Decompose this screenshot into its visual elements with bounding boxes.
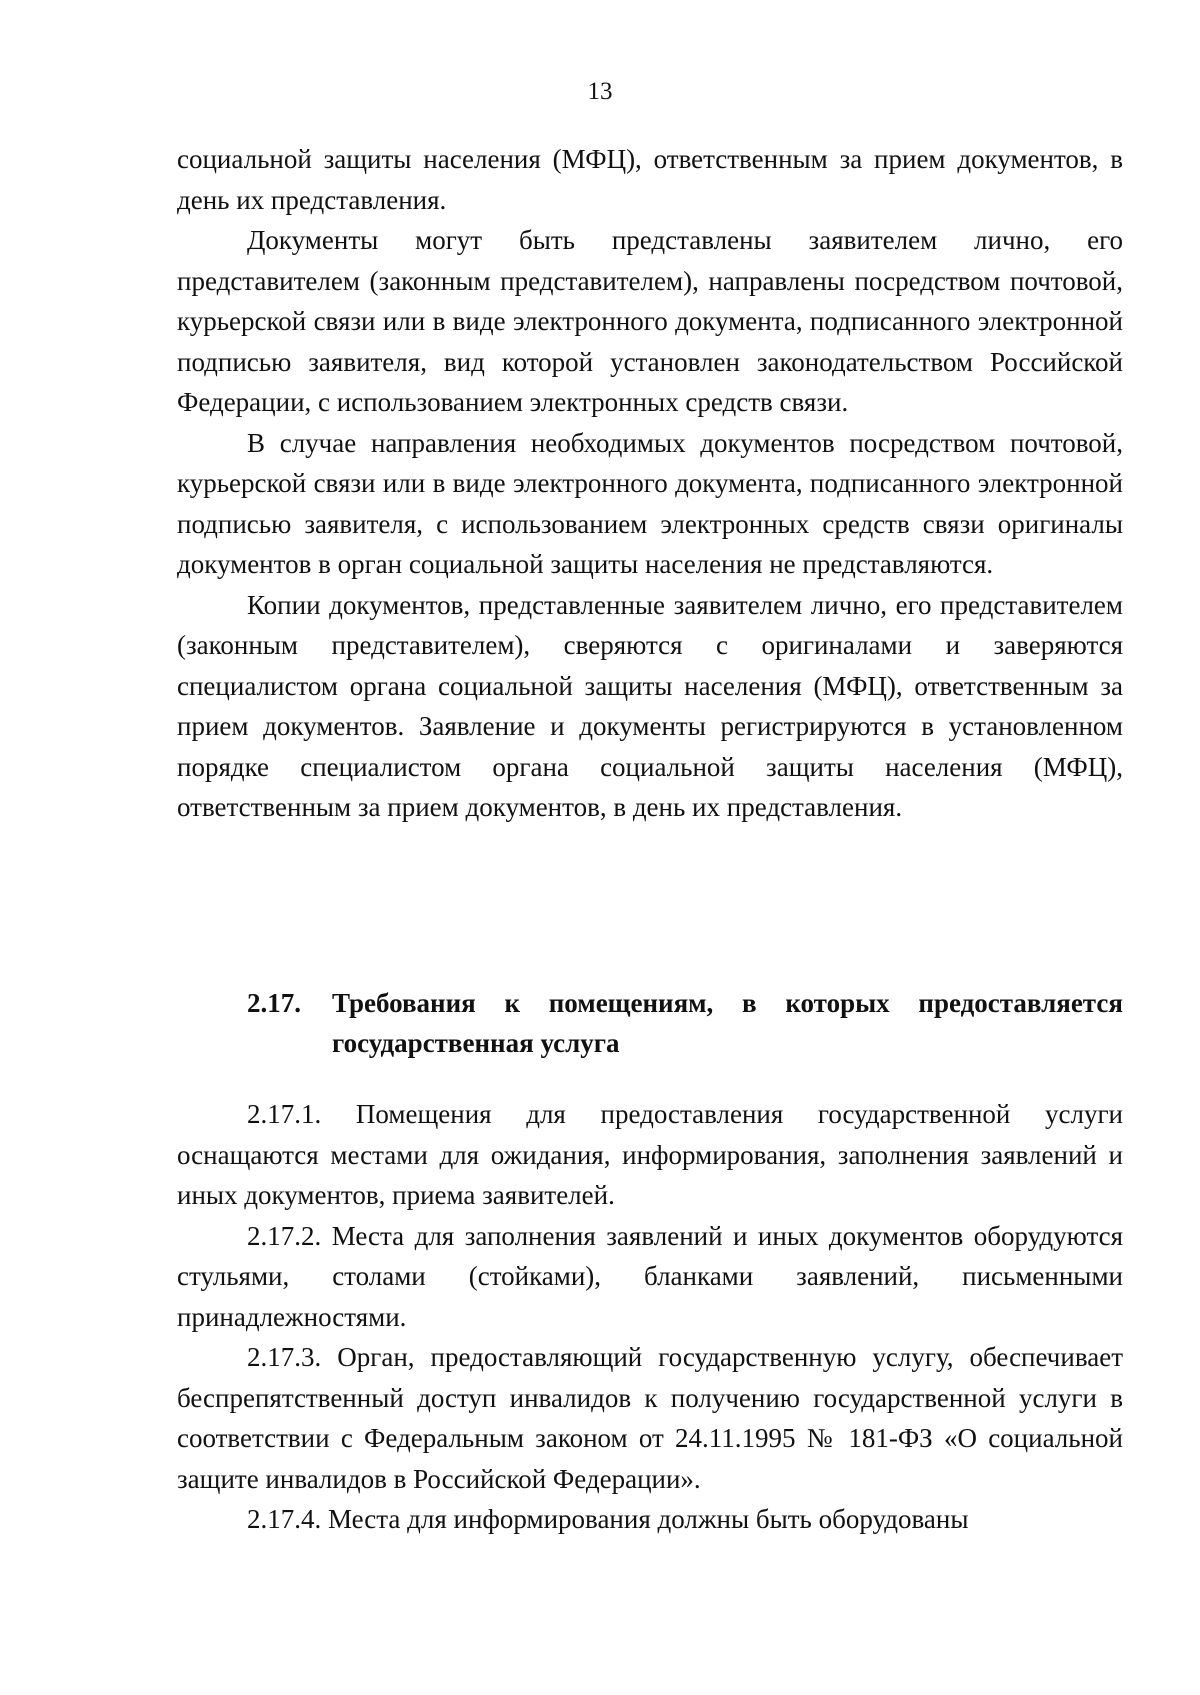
paragraph-2-17-1: 2.17.1. Помещения для предоставления государственной услуги оснащаются местами для ожидания, информирования, заполнения заявлений и иных документов, приема заявителей. — [177, 1099, 1123, 1210]
section-heading-number: 2.17. — [247, 988, 301, 1018]
body-text-before-heading — [177, 139, 1123, 828]
paragraph-copies-verification: Копии документов, представленные заявителем лично, его представителем (законным представителем), сверяются с оригиналами и заверяются специалистом органа социальной защиты населения (МФЦ), ответственным за прием документов. Заявление и документы регистрируются в установленном порядке специалистом органа социальной защиты населения (МФЦ), ответственным за прием документов, в день их представления. — [177, 589, 1123, 822]
body-text-after-heading — [177, 1094, 1123, 1540]
paragraph-submission-methods: Документы могут быть представлены заявителем лично, его представителем (законным представителем), направлены посредством почтовой, курьерской связи или в виде электронного документа, подписанного электронной подписью заявителя, вид которой установлен законодательством Российской Федерации, с использованием электронных средств связи. — [177, 225, 1123, 417]
page-number: 13 — [587, 78, 613, 105]
paragraph-2-17-2: 2.17.2. Места для заполнения заявлений и иных документов оборудуются стульями, столами (стойками), бланками заявлений, письменными принадлежностями. — [177, 1220, 1123, 1332]
paragraph-originals-not-required: В случае направления необходимых документов посредством почтовой, курьерской связи или в виде электронного документа, подписанного электронной подписью заявителя, с использованием электронных средств связи оригиналы документов в орган социальной защиты населения не представляются. — [177, 427, 1123, 579]
section-heading — [247, 983, 1123, 1063]
paragraph-2-17-3: 2.17.3. Орган, предоставляющий государственную услугу, обеспечивает беспрепятственный доступ инвалидов к получению государственной услуги в соответствии с Федеральным законом от 24.11.1995 № 181-ФЗ «О социальной защите инвалидов в Российской Федерации». — [177, 1342, 1123, 1494]
section-heading-title: Требования к помещениям, в которых предоставляется государственная услуга — [332, 988, 1123, 1058]
paragraph-2-17-4: 2.17.4. Места для информирования должны быть оборудованы — [247, 1504, 969, 1534]
paragraph-continuation: социальной защиты населения (МФЦ), ответственным за прием документов, в день их представления. — [177, 144, 1123, 215]
